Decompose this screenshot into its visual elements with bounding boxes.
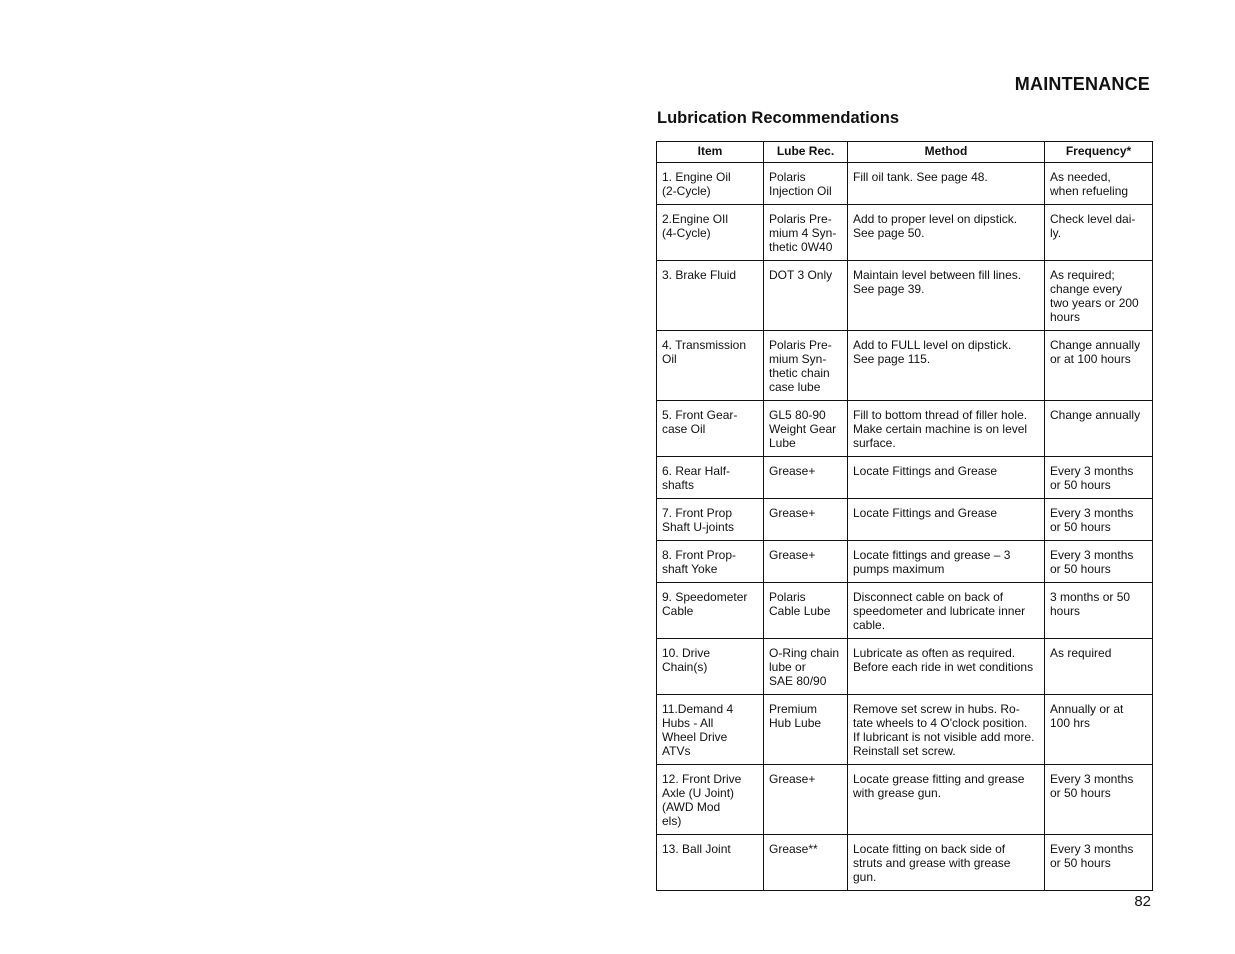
table-row bbox=[657, 163, 1153, 205]
section-header: MAINTENANCE bbox=[1014, 74, 1150, 94]
cell-method: Maintain level between fill lines. See page 39. bbox=[848, 261, 1045, 331]
table-row bbox=[657, 457, 1153, 499]
cell-lube: Grease+ bbox=[764, 765, 848, 835]
cell-method: Add to FULL level on dipstick. See page 115. bbox=[848, 331, 1045, 401]
cell-item: 7. Front Prop Shaft U-joints bbox=[657, 499, 764, 541]
table-row bbox=[657, 583, 1153, 639]
cell-frequency: Every 3 months or 50 hours bbox=[1045, 457, 1153, 499]
cell-item: 13. Ball Joint bbox=[657, 835, 764, 891]
cell-lube: O-Ring chain lube or SAE 80/90 bbox=[764, 639, 848, 695]
cell-lube: Grease+ bbox=[764, 499, 848, 541]
cell-frequency: Change annually bbox=[1045, 401, 1153, 457]
table-row bbox=[657, 695, 1153, 765]
cell-frequency: Change annually or at 100 hours bbox=[1045, 331, 1153, 401]
cell-lube: Grease+ bbox=[764, 541, 848, 583]
cell-frequency: As required bbox=[1045, 639, 1153, 695]
table-row bbox=[657, 499, 1153, 541]
cell-method: Disconnect cable on back of speedometer and lubricate inner cable. bbox=[848, 583, 1045, 639]
cell-method: Lubricate as often as required. Before each ride in wet conditions bbox=[848, 639, 1045, 695]
cell-lube: Polaris Pre- mium 4 Syn- thetic 0W40 bbox=[764, 205, 848, 261]
cell-frequency: 3 months or 50 hours bbox=[1045, 583, 1153, 639]
cell-item: 10. Drive Chain(s) bbox=[657, 639, 764, 695]
table-row bbox=[657, 331, 1153, 401]
cell-item: 5. Front Gear- case Oil bbox=[657, 401, 764, 457]
table-row bbox=[657, 835, 1153, 891]
cell-lube: Polaris Pre- mium Syn- thetic chain case lube bbox=[764, 331, 848, 401]
cell-item: 9. Speedometer Cable bbox=[657, 583, 764, 639]
page-number: 82 bbox=[1134, 893, 1151, 910]
cell-frequency: Every 3 months or 50 hours bbox=[1045, 765, 1153, 835]
table-row bbox=[657, 205, 1153, 261]
cell-item: 2.Engine OIl (4-Cycle) bbox=[657, 205, 764, 261]
lubrication-table bbox=[656, 141, 1153, 891]
cell-frequency: Every 3 months or 50 hours bbox=[1045, 499, 1153, 541]
cell-lube: Premium Hub Lube bbox=[764, 695, 848, 765]
cell-item: 4. Transmission Oil bbox=[657, 331, 764, 401]
table-row bbox=[657, 541, 1153, 583]
table-row bbox=[657, 639, 1153, 695]
cell-method: Locate Fittings and Grease bbox=[848, 457, 1045, 499]
column-header-method: Method bbox=[848, 142, 1045, 163]
cell-frequency: As needed, when refueling bbox=[1045, 163, 1153, 205]
cell-frequency: As required; change every two years or 200 hours bbox=[1045, 261, 1153, 331]
cell-item: 8. Front Prop- shaft Yoke bbox=[657, 541, 764, 583]
table-row bbox=[657, 261, 1153, 331]
cell-method: Locate grease fitting and grease with grease gun. bbox=[848, 765, 1045, 835]
cell-item: 11.Demand 4 Hubs - All Wheel Drive ATVs bbox=[657, 695, 764, 765]
cell-lube: DOT 3 Only bbox=[764, 261, 848, 331]
column-header-lube: Lube Rec. bbox=[764, 142, 848, 163]
table-header-row bbox=[657, 142, 1153, 163]
cell-frequency: Check level dai- ly. bbox=[1045, 205, 1153, 261]
cell-frequency: Every 3 months or 50 hours bbox=[1045, 835, 1153, 891]
cell-lube: Polaris Injection Oil bbox=[764, 163, 848, 205]
cell-item: 12. Front Drive Axle (U Joint) (AWD Mod els) bbox=[657, 765, 764, 835]
cell-method: Fill to bottom thread of filler hole. Make certain machine is on level surface. bbox=[848, 401, 1045, 457]
cell-lube: Grease** bbox=[764, 835, 848, 891]
cell-item: 1. Engine Oil (2-Cycle) bbox=[657, 163, 764, 205]
cell-lube: Polaris Cable Lube bbox=[764, 583, 848, 639]
cell-method: Remove set screw in hubs. Ro- tate wheels to 4 O'clock position. If lubricant is not visible add more. Reinstall set screw. bbox=[848, 695, 1045, 765]
table-row bbox=[657, 401, 1153, 457]
column-header-item: Item bbox=[657, 142, 764, 163]
table-row bbox=[657, 765, 1153, 835]
cell-frequency: Every 3 months or 50 hours bbox=[1045, 541, 1153, 583]
cell-item: 6. Rear Half- shafts bbox=[657, 457, 764, 499]
column-header-frequency: Frequency* bbox=[1045, 142, 1153, 163]
cell-method: Locate fittings and grease – 3 pumps maximum bbox=[848, 541, 1045, 583]
cell-frequency: Annually or at 100 hrs bbox=[1045, 695, 1153, 765]
cell-method: Add to proper level on dipstick. See page 50. bbox=[848, 205, 1045, 261]
cell-method: Locate Fittings and Grease bbox=[848, 499, 1045, 541]
cell-lube: Grease+ bbox=[764, 457, 848, 499]
page-title: Lubrication Recommendations bbox=[657, 109, 900, 127]
cell-method: Locate fitting on back side of struts and grease with grease gun. bbox=[848, 835, 1045, 891]
cell-method: Fill oil tank. See page 48. bbox=[848, 163, 1045, 205]
cell-lube: GL5 80-90 Weight Gear Lube bbox=[764, 401, 848, 457]
cell-item: 3. Brake Fluid bbox=[657, 261, 764, 331]
